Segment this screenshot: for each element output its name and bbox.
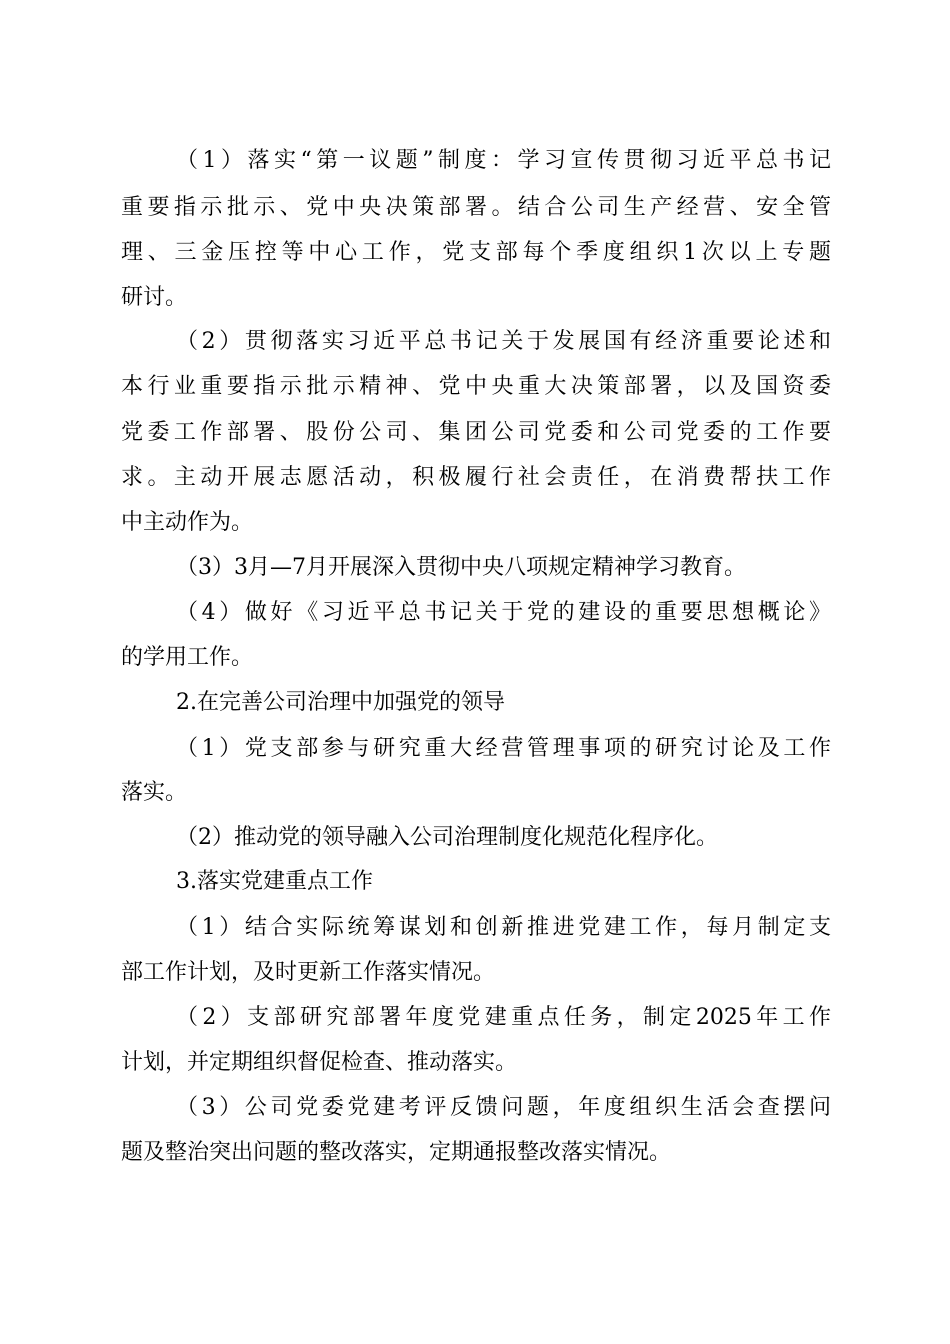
section-heading-3: 3.落实党建重点工作: [176, 869, 373, 894]
paragraph-2-line-4: 求。主动开展志愿活动，积极履行社会责任，在消费帮扶工作: [121, 465, 831, 490]
paragraph-7-line-1: （1）结合实际统筹谋划和创新推进党建工作，每月制定支: [176, 915, 831, 940]
paragraph-6-line-1: （2）推动党的领导融入公司治理制度化规范化程序化。: [176, 825, 718, 850]
paragraph-2-line-2: 本行业重要指示批示精神、党中央重大决策部署，以及国资委: [121, 374, 831, 399]
paragraph-4-line-1: （4）做好《习近平总书记关于党的建设的重要思想概论》: [176, 600, 831, 625]
paragraph-8-line-1: （2）支部研究部署年度党建重点任务，制定2025年工作: [176, 1005, 831, 1030]
paragraph-5-line-1: （1）党支部参与研究重大经营管理事项的研究讨论及工作: [176, 736, 831, 761]
paragraph-2-line-5: 中主动作为。: [121, 510, 254, 535]
paragraph-1-line-3: 理、三金压控等中心工作，党支部每个季度组织1次以上专题: [121, 240, 831, 265]
section-heading-2: 2.在完善公司治理中加强党的领导: [176, 690, 505, 715]
paragraph-1-line-2: 重要指示批示、党中央决策部署。结合公司生产经营、安全管: [121, 195, 831, 220]
paragraph-7-line-2: 部工作计划，及时更新工作落实情况。: [121, 960, 496, 985]
paragraph-9-line-2: 题及整治突出问题的整改落实，定期通报整改落实情况。: [121, 1140, 672, 1165]
paragraph-2-line-3: 党委工作部署、股份公司、集团公司党委和公司党委的工作要: [121, 420, 831, 445]
paragraph-5-line-2: 落实。: [121, 780, 188, 805]
paragraph-2-line-1: （2）贯彻落实习近平总书记关于发展国有经济重要论述和: [176, 329, 831, 354]
paragraph-4-line-2: 的学用工作。: [121, 645, 254, 670]
paragraph-1-line-1: （1）落实“第一议题”制度：学习宣传贯彻习近平总书记: [176, 148, 831, 173]
paragraph-9-line-1: （3）公司党委党建考评反馈问题，年度组织生活会查摆问: [176, 1095, 831, 1120]
paragraph-8-line-2: 计划，并定期组织督促检查、推动落实。: [121, 1050, 518, 1075]
paragraph-3-line-1: （3）3月—7月开展深入贯彻中央八项规定精神学习教育。: [176, 555, 746, 580]
paragraph-1-line-4: 研讨。: [121, 285, 188, 310]
